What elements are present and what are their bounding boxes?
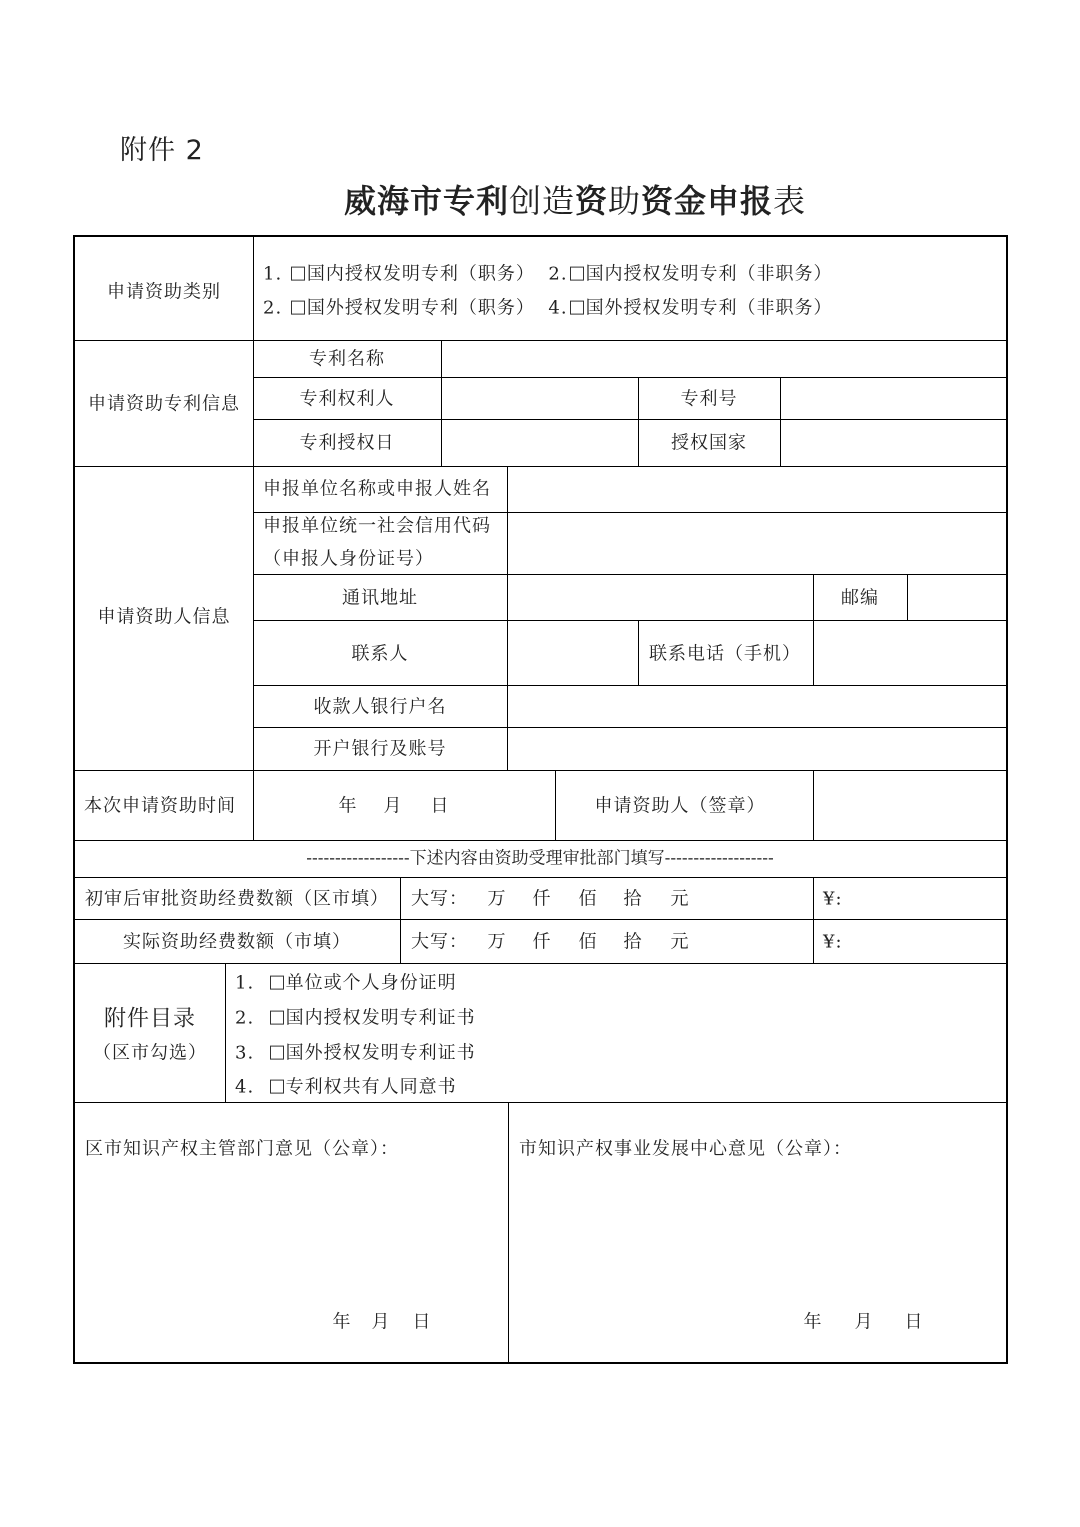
patent-name-label: 专利名称 <box>309 348 385 370</box>
approval-divider: ------------------下述内容由资助受理审批部门填写------------------- <box>306 848 774 869</box>
bank-account-field[interactable] <box>508 728 1006 770</box>
month-label: 月 <box>383 795 403 817</box>
patent-holder-label: 专利权利人 <box>299 388 395 410</box>
postcode-field[interactable] <box>908 575 1006 620</box>
city-opinion-field[interactable] <box>509 1103 1006 1364</box>
checkbox-foreign-service[interactable] <box>291 301 305 315</box>
actual-amount-daxie: 大写： <box>411 931 468 953</box>
patent-name-field[interactable] <box>442 341 1006 377</box>
contact-field[interactable] <box>508 621 638 685</box>
unit-qian: 仟 <box>532 931 552 953</box>
checkbox-domestic-certificate[interactable] <box>270 1011 284 1025</box>
actual-amount-label: 实际资助经费数额（市填） <box>123 931 351 953</box>
district-year: 年 <box>332 1311 352 1333</box>
credit-code-field[interactable] <box>508 513 1006 574</box>
application-form-table <box>73 235 1008 1364</box>
city-year: 年 <box>803 1311 823 1333</box>
checkbox-coowner-consent[interactable] <box>270 1080 284 1094</box>
postcode-label: 邮编 <box>841 587 879 609</box>
unit-wan: 万 <box>487 888 507 910</box>
grant-country-field[interactable] <box>781 420 1006 466</box>
form-title: 威海市专利创造资助资金申报表 <box>343 182 807 220</box>
phone-label: 联系电话（手机） <box>649 643 801 665</box>
actual-amount-yen: ¥: <box>823 931 843 953</box>
attachment-list-note: （区市勾选） <box>93 1042 207 1064</box>
patent-number-field[interactable] <box>781 378 1006 419</box>
org-name-field[interactable] <box>508 467 1006 512</box>
grant-country-label: 授权国家 <box>671 432 747 454</box>
category-options-line1: 1. 国内授权发明专利（职务） 2. 国内授权发明专利（非职务） <box>263 263 833 285</box>
city-day: 日 <box>904 1311 924 1333</box>
district-month: 月 <box>371 1311 391 1333</box>
address-label: 通讯地址 <box>342 587 418 609</box>
district-opinion-field[interactable] <box>76 1103 508 1364</box>
category-options-line2: 2. 国外授权发明专利（职务） 4. 国外授权发明专利（非职务） <box>263 297 833 319</box>
attachment-item-3: 3. 国外授权发明专利证书 <box>235 1042 476 1064</box>
bank-account-label: 开户银行及账号 <box>313 738 447 760</box>
checkbox-foreign-nonservice[interactable] <box>570 301 584 315</box>
checkbox-id-proof[interactable] <box>270 976 284 990</box>
applicant-info-label: 申请资助人信息 <box>97 606 231 628</box>
initial-amount-daxie: 大写： <box>411 888 468 910</box>
unit-bai: 佰 <box>578 888 598 910</box>
category-label: 申请资助类别 <box>107 281 221 303</box>
bank-account-name-field[interactable] <box>508 686 1006 727</box>
checkbox-domestic-nonservice[interactable] <box>570 267 584 281</box>
address-field[interactable] <box>508 575 813 620</box>
day-label: 日 <box>430 795 450 817</box>
initial-amount-label: 初审后审批资助经费数额（区市填） <box>85 888 389 910</box>
patent-number-label: 专利号 <box>680 388 738 410</box>
contact-label: 联系人 <box>351 643 409 665</box>
patent-info-label: 申请资助专利信息 <box>88 393 240 415</box>
attachment-item-2: 2. 国内授权发明专利证书 <box>235 1007 476 1029</box>
signature-label: 申请资助人（签章） <box>594 795 766 817</box>
city-month: 月 <box>854 1311 874 1333</box>
attachment-item-1: 1. 单位或个人身份证明 <box>235 972 457 994</box>
unit-bai: 佰 <box>578 931 598 953</box>
application-time-label: 本次申请资助时间 <box>84 795 236 817</box>
attachment-list-label: 附件目录 <box>103 1006 197 1032</box>
bank-account-name-label: 收款人银行户名 <box>313 696 447 718</box>
unit-qian: 仟 <box>532 888 552 910</box>
city-opinion-label: 市知识产权事业发展中心意见（公章）： <box>519 1138 852 1160</box>
unit-wan: 万 <box>487 931 507 953</box>
attachment-item-4: 4. 专利权共有人同意书 <box>235 1076 457 1098</box>
checkbox-foreign-certificate[interactable] <box>270 1046 284 1060</box>
initial-amount-yen: ¥: <box>823 888 843 910</box>
district-day: 日 <box>412 1311 432 1333</box>
grant-date-label: 专利授权日 <box>299 432 395 454</box>
org-name-label: 申报单位名称或申报人姓名 <box>263 478 491 500</box>
phone-field[interactable] <box>814 621 1006 685</box>
attachment-number: 附件 2 <box>120 135 204 166</box>
signature-field[interactable] <box>814 771 1006 840</box>
patent-holder-field[interactable] <box>442 378 638 419</box>
year-label: 年 <box>338 795 358 817</box>
grant-date-field[interactable] <box>442 420 638 466</box>
unit-shi: 拾 <box>623 888 643 910</box>
checkbox-domestic-service[interactable] <box>291 267 305 281</box>
id-number-label: （申报人身份证号） <box>263 548 434 570</box>
unit-shi: 拾 <box>623 931 643 953</box>
unit-yuan: 元 <box>670 888 690 910</box>
unit-yuan: 元 <box>670 931 690 953</box>
district-opinion-label: 区市知识产权主管部门意见（公章）： <box>85 1138 399 1160</box>
credit-code-label: 申报单位统一社会信用代码 <box>263 515 491 537</box>
